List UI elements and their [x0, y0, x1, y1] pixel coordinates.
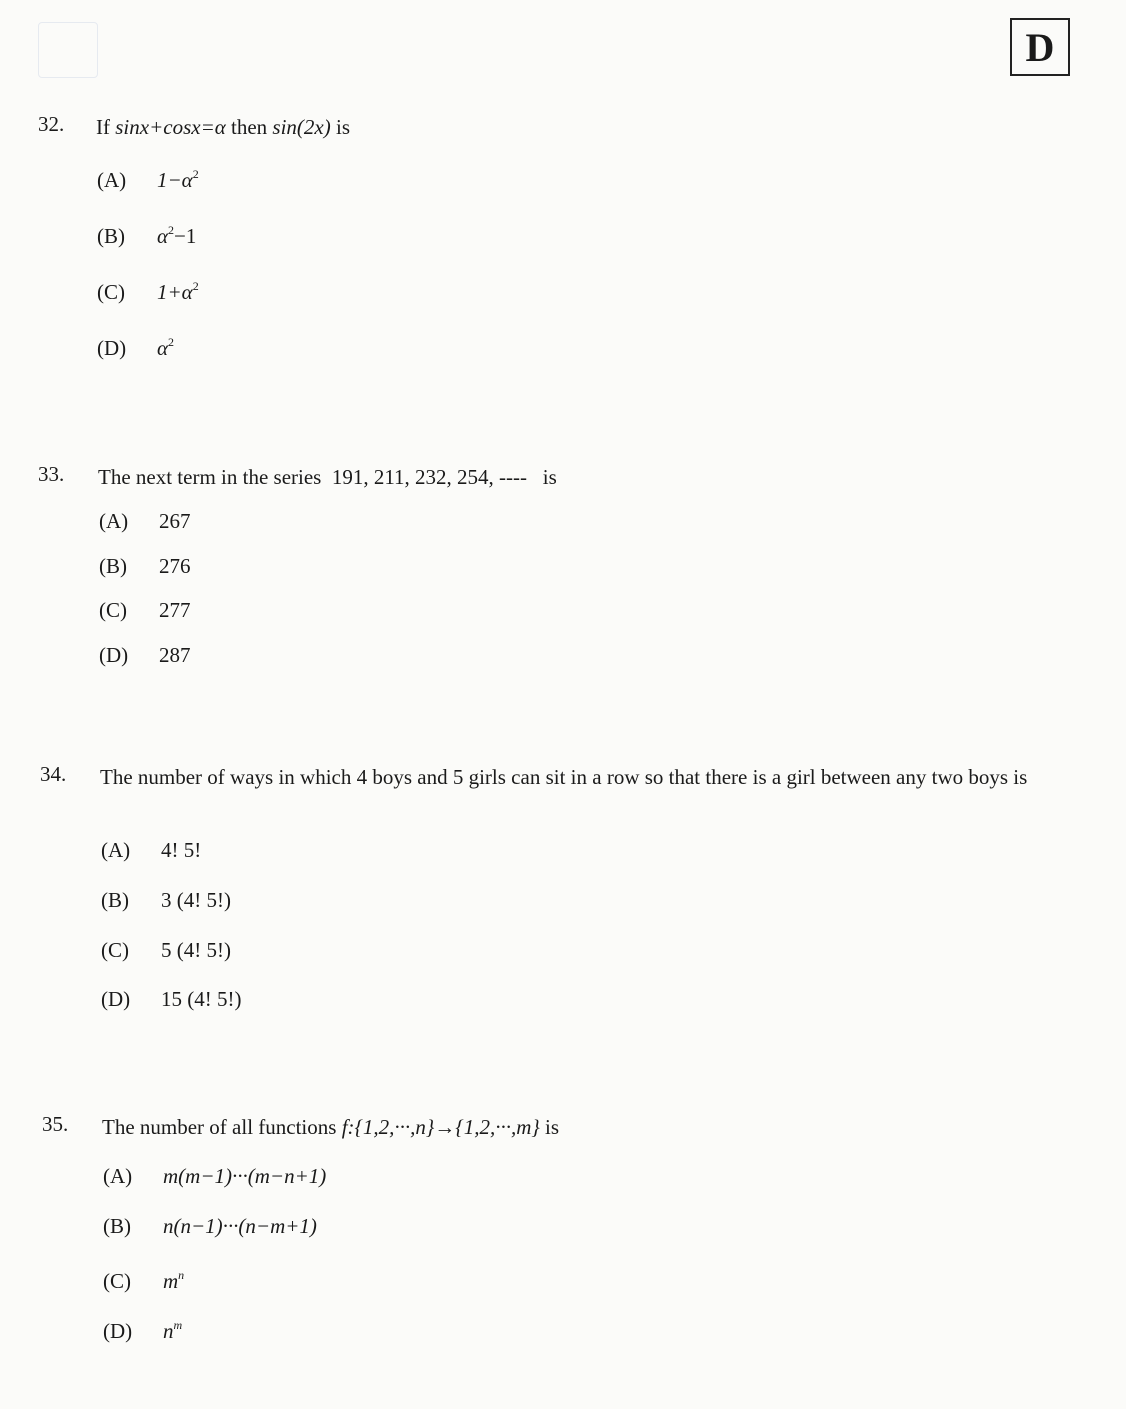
option-label: (D)	[99, 643, 129, 667]
option-exponent: 2	[168, 223, 175, 237]
option-text: 1−α	[157, 168, 193, 192]
faded-logo-mark	[38, 22, 98, 78]
option-label: (B)	[97, 224, 125, 248]
option-label: (B)	[99, 554, 127, 578]
option-35-b[interactable]	[103, 1214, 317, 1239]
option-text: 277	[159, 598, 191, 622]
option-label: (C)	[99, 598, 127, 622]
stem-text-after: is	[545, 1115, 560, 1139]
option-34-a[interactable]	[101, 838, 201, 863]
option-32-d[interactable]	[97, 336, 174, 361]
stem-math-lhs: sinx+cosx=α	[115, 115, 226, 139]
option-label: (A)	[101, 838, 131, 862]
option-label: (D)	[97, 336, 127, 360]
option-32-b[interactable]	[97, 224, 196, 249]
question-stem: The number of ways in which 4 boys and 5 girls can sit in a row so that there is a girl between any two boys is	[100, 765, 1028, 789]
option-text-tail: −1	[174, 224, 197, 248]
option-33-a[interactable]	[99, 509, 191, 534]
stem-text-before: The number of all functions	[102, 1115, 337, 1139]
question-stem	[102, 1112, 559, 1142]
option-label: (C)	[101, 938, 129, 962]
option-text: m	[163, 1269, 179, 1293]
option-text: α	[157, 224, 169, 248]
option-32-c[interactable]	[97, 280, 199, 305]
option-label: (A)	[97, 168, 127, 192]
question-stem: The next term in the series 191, 211, 232, 254, ---- is	[98, 465, 557, 489]
option-33-d[interactable]	[99, 643, 191, 668]
option-33-c[interactable]	[99, 598, 191, 623]
option-text: 15 (4! 5!)	[161, 987, 242, 1011]
stem-text-before: If	[96, 115, 110, 139]
option-text: 267	[159, 509, 191, 533]
option-text: 3 (4! 5!)	[161, 888, 231, 912]
option-label: (D)	[103, 1319, 133, 1343]
stem-text-mid: then	[231, 115, 268, 139]
option-exponent: 2	[192, 279, 199, 293]
option-text: α	[157, 336, 169, 360]
option-exponent: m	[173, 1318, 183, 1332]
option-exponent: n	[178, 1268, 185, 1282]
option-label: (A)	[103, 1164, 133, 1188]
option-35-c[interactable]	[103, 1269, 184, 1294]
option-label: (C)	[97, 280, 125, 304]
option-text: n	[163, 1319, 174, 1343]
option-label: (B)	[103, 1214, 131, 1238]
booklet-code: D	[1025, 24, 1055, 70]
option-text: 1+α	[157, 280, 193, 304]
question-number: 32.	[38, 112, 65, 136]
option-label: (C)	[103, 1269, 131, 1293]
option-text: 287	[159, 643, 191, 667]
option-label: (A)	[99, 509, 129, 533]
option-text: 5 (4! 5!)	[161, 938, 231, 962]
option-35-d[interactable]	[103, 1319, 182, 1344]
stem-math: f:{1,2,···,n}→{1,2,···,m}	[341, 1115, 540, 1139]
option-34-b[interactable]	[101, 888, 231, 913]
option-text: m(m−1)···(m−n+1)	[163, 1164, 327, 1188]
option-34-d[interactable]	[101, 987, 241, 1012]
option-34-c[interactable]	[101, 938, 231, 963]
option-text: 4! 5!	[161, 838, 202, 862]
question-number: 35.	[42, 1112, 69, 1136]
option-33-b[interactable]	[99, 554, 191, 579]
question-number: 34.	[40, 762, 67, 786]
option-text: n(n−1)···(n−m+1)	[163, 1214, 317, 1238]
option-35-a[interactable]	[103, 1164, 326, 1189]
option-label: (D)	[101, 987, 131, 1011]
question-stem	[96, 112, 350, 142]
stem-text-after: is	[336, 115, 351, 139]
option-exponent: 2	[168, 335, 175, 349]
stem-math-rhs: sin(2x)	[272, 115, 331, 139]
option-exponent: 2	[192, 167, 199, 181]
question-number: 33.	[38, 462, 65, 486]
booklet-code-box	[1010, 18, 1070, 76]
option-32-a[interactable]	[97, 168, 199, 193]
option-label: (B)	[101, 888, 129, 912]
option-text: 276	[159, 554, 191, 578]
